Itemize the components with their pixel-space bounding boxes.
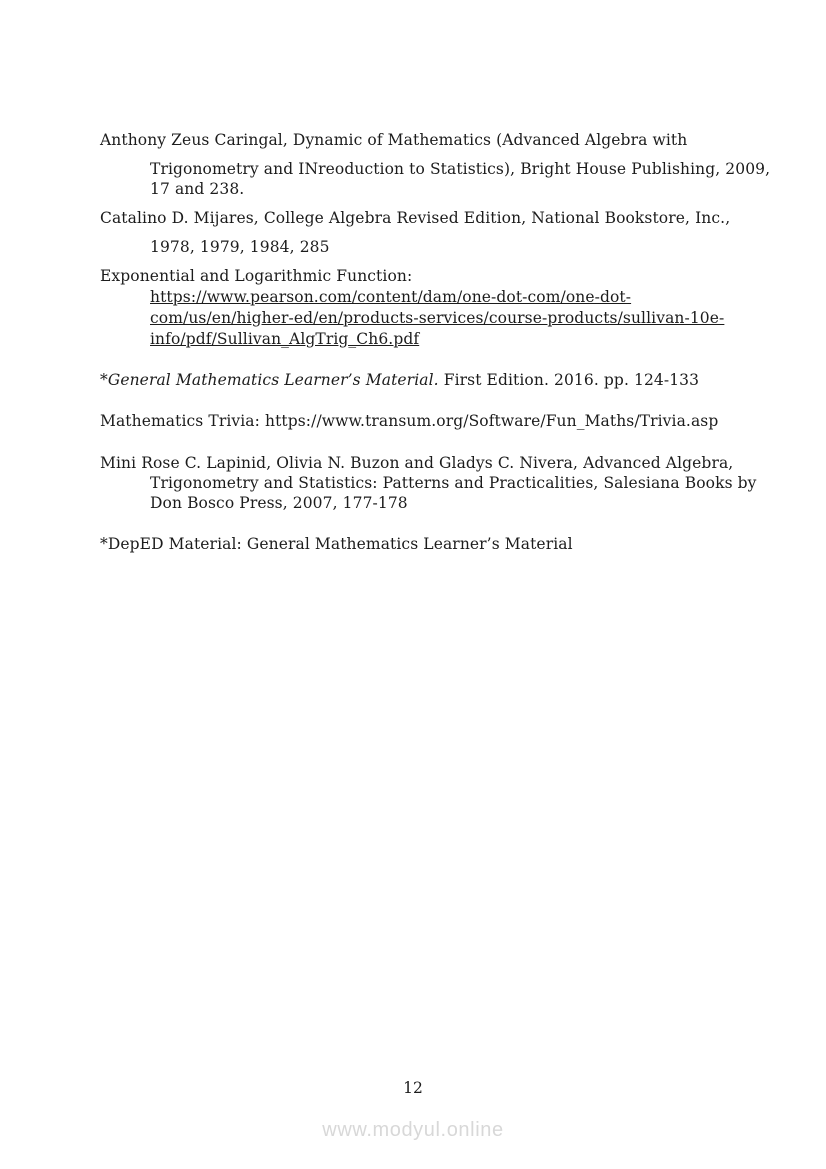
reference-line: Trigonometry and INreoduction to Statistics), Bright House Publishing, 2009,	[150, 160, 771, 178]
reference-line: Mini Rose C. Lapinid, Olivia N. Buzon and Gladys C. Nivera, Advanced Algebra,	[100, 454, 734, 472]
reference-line: Anthony Zeus Caringal, Dynamic of Mathematics (Advanced Algebra with	[100, 131, 688, 149]
reference-line: *DepED Material: General Mathematics Learner’s Material	[100, 535, 573, 553]
reference-line: Exponential and Logarithmic Function:	[100, 267, 413, 285]
hyperlink-line[interactable]: info/pdf/Sullivan_AlgTrig_Ch6.pdf	[150, 330, 420, 348]
watermark: www.modyul.online	[322, 1119, 504, 1141]
reference-line: Trigonometry and Statistics: Patterns and Practicalities, Salesiana Books by	[150, 474, 757, 492]
page-number: 12	[403, 1079, 423, 1097]
hyperlink-line[interactable]: https://www.pearson.com/content/dam/one-dot-com/one-dot-	[150, 288, 632, 306]
reference-line	[100, 371, 699, 390]
reference-line: Don Bosco Press, 2007, 177-178	[150, 494, 408, 512]
reference-detail: First Edition. 2016. pp. 124-133	[438, 371, 700, 389]
reference-line: Catalino D. Mijares, College Algebra Revised Edition, National Bookstore, Inc.,	[100, 209, 731, 227]
reference-line: Mathematics Trivia: https://www.transum.org/Software/Fun_Maths/Trivia.asp	[100, 412, 719, 430]
hyperlink-line[interactable]: com/us/en/higher-ed/en/products-services/course-products/sullivan-10e-	[150, 309, 725, 327]
reference-title-italic: *General Mathematics Learner’s Material.	[100, 371, 439, 389]
reference-line: 17 and 238.	[150, 180, 245, 198]
reference-line: 1978, 1979, 1984, 285	[150, 238, 330, 256]
